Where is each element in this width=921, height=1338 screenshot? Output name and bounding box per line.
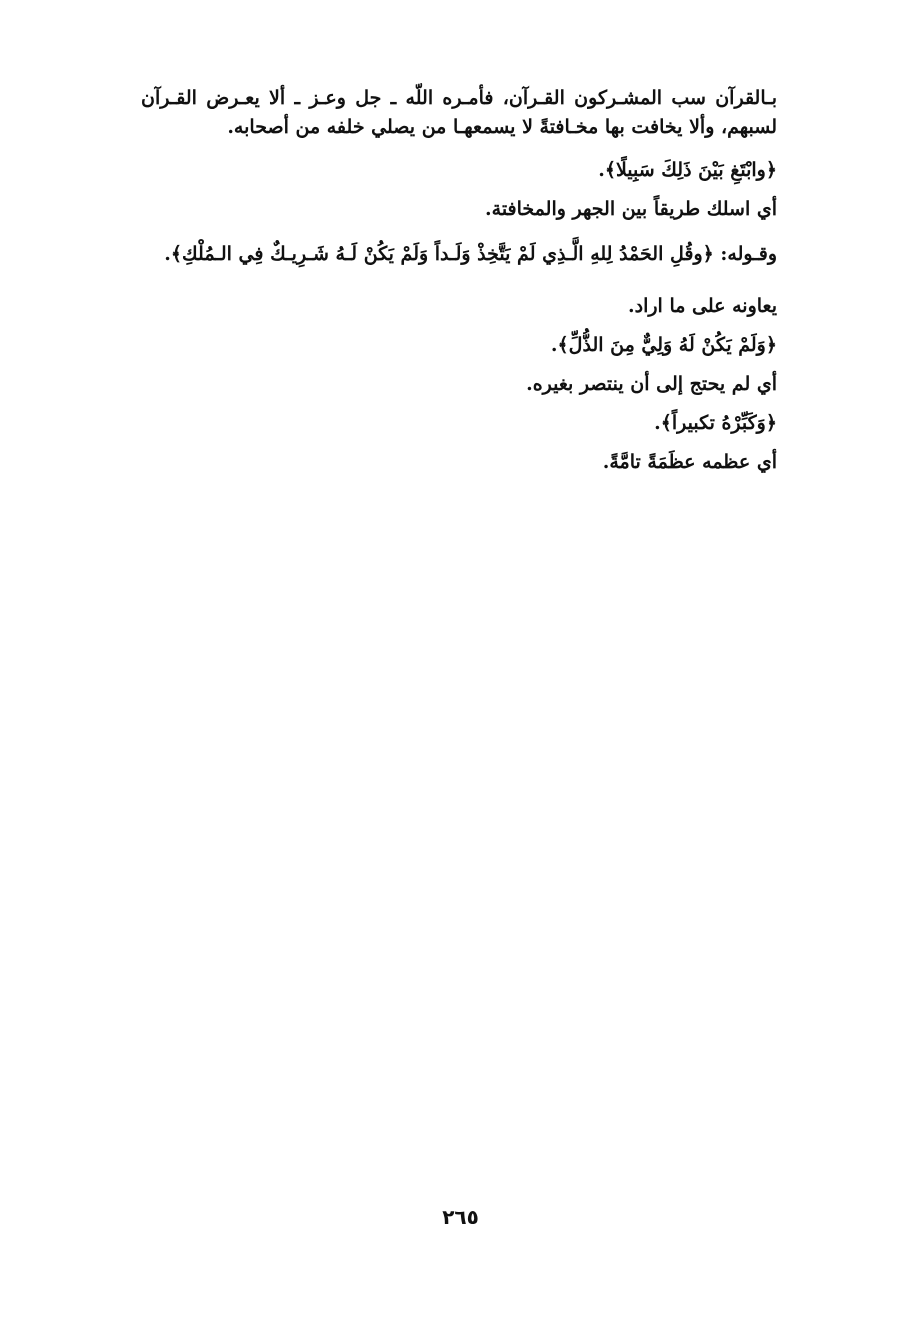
verse-line-2: ﴿وَلَمْ يَكُنْ لَهُ وَلِيٌّ مِنَ الذُّلِّ﴾.: [550, 334, 777, 356]
text-line-5: أي لم يحتج إلى أن ينتصر بغيره.: [526, 373, 777, 395]
verse-line-3: ﴿وَكَبِّرْهُ تكبيراً﴾.: [654, 412, 777, 434]
text-line-3: أي اسلك طريقاً بين الجهر والمخافتة.: [485, 198, 777, 220]
text-line-1: بـالقرآن سب المشـركون القـرآن، فأمـره اللّه ـ جل وعـز ـ ألا يعـرض القـرآن: [141, 87, 777, 109]
body-text: [141, 84, 777, 477]
page-number: ٢٦٥: [442, 1205, 479, 1229]
text-line-2: لسبهم، وألا يخافت بها مخـافتةً لا يسمعهـا من يصلي خلفه من أصحابه.: [227, 116, 777, 138]
verse-line-1: ﴿وابْتَغِ بَيْنَ ذَلِكَ سَبِيلًا﴾.: [598, 159, 777, 181]
text-line-6: أي عظمه عظَمَةً تامَّةً.: [602, 451, 777, 473]
text-line-4: يعاونه على ما اراد.: [628, 295, 777, 317]
verse-paragraph: وقـوله: ﴿وقُلِ الحَمْدُ لِلهِ الَّـذِي لَمْ يَتَّخِذْ وَلَـداً وَلَمْ يَكُنْ لَـهُ شَـرِيـكٌ فِي الـمُلْكِ﴾.: [164, 243, 777, 265]
